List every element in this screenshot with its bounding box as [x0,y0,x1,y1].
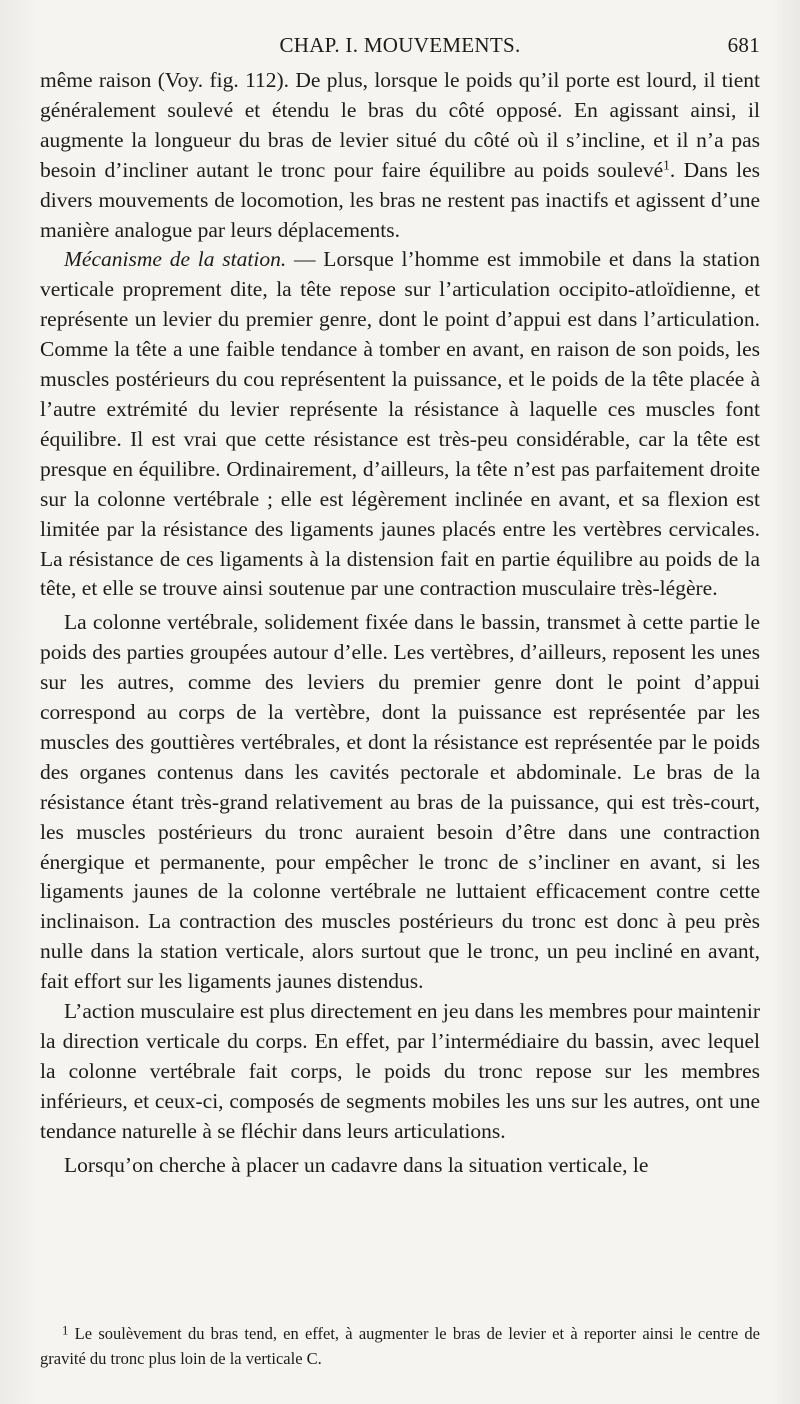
paragraph-text: — Lorsque l’homme est immobile et dans la station verticale proprement dite, la tête repose sur l’articulation occipito-atloïdienne, et représente un levier du premier genre, dont le point d’appui est dans l’articulation. Comme la tête a une faible tendance à tomber en avant, en raison de son poids, les muscles postérieurs du cou représentent la puissance, et le poids de la tête placée à l’autre extrémité du levier représente la résistance à laquelle ces muscles font équilibre. Il est vrai que cette résistance est très-peu considérable, car la tête est presque en équilibre. Ordinairement, d’ailleurs, la tête n’est pas parfaitement droite sur la colonne vertébrale ; elle est légèrement inclinée en avant, et sa flexion est limitée par la résistance des ligaments jaunes placés entre les vertèbres cervicales. La résistance de ces ligaments à la distension fait en partie équilibre au poids de la tête, et elle se trouve ainsi soutenue par une contraction musculaire très-légère. [40,247,760,601]
section-heading: Mécanisme de la station. [64,247,287,272]
footnote-marker: 1 [62,1323,69,1338]
footnote-reference: 1 [663,157,670,173]
page-number: 681 [727,33,760,57]
paragraph-text: . Dans les divers mouvements de locomotion, les bras ne restent pas inactifs et agissent d’une manière analogue par leurs déplacements. [40,157,760,242]
paragraph: La colonne vertébrale, solidement fixée dans le bassin, transmet à cette partie le poids des parties groupées autour d’elle. Les vertèbres, d’ailleurs, reposent les unes sur les autres, comme des leviers du premier genre dont le point d’appui correspond au corps de la vertèbre, dont la puissance est représentée par les muscles des gouttières vertébrales, et dont la résistance est représentée par le poids des organes contenus dans les cavités pectorale et abdominale. Le bras de la résistance étant très-grand relativement au bras de la puissance, qui est très-court, les muscles postérieurs du tronc auraient besoin d’être dans une contraction énergique et permanente, pour empêcher le tronc de s’incliner en avant, si les ligaments jaunes de la colonne vertébrale ne luttaient efficacement contre cette inclinaison. La contraction des muscles postérieurs du tronc est donc à peu près nulle dans la station verticale, alors surtout que le tronc, un peu incliné en avant, fait effort sur les ligaments jaunes distendus. [40,610,760,994]
paragraph-text: même raison (Voy. fig. 112). De plus, lorsque le poids qu’il porte est lourd, il tient généralement soulevé et étendu le bras du côté opposé. En agissant ainsi, il augmente la longueur du bras de levier situé du côté où il s’incline, et il n’a pas besoin d’incliner autant le tronc pour faire équilibre au poids soulevé [40,68,760,182]
paragraph [40,66,760,245]
running-head: CHAP. I. MOUVEMENTS. [279,33,521,57]
footnote [40,1321,760,1371]
paragraph [40,245,760,604]
footnote-text: Le soulèvement du bras tend, en effet, à augmenter le bras de levier et à reporter ainsi le centre de gravité du tronc plus loin de la verticale C. [40,1324,760,1368]
paragraph: Lorsqu’on cherche à placer un cadavre dans la situation verticale, le [64,1152,649,1177]
page-header [40,28,760,62]
body-text [40,66,760,1181]
paragraph: L’action musculaire est plus directement en jeu dans les membres pour maintenir la direction verticale du corps. En effet, par l’intermédiaire du bassin, avec lequel la colonne vertébrale fait corps, le poids du tronc repose sur les membres inférieurs, et ceux-ci, composés de segments mobiles les uns sur les autres, ont une tendance naturelle à se fléchir dans leurs articulations. [40,999,760,1143]
